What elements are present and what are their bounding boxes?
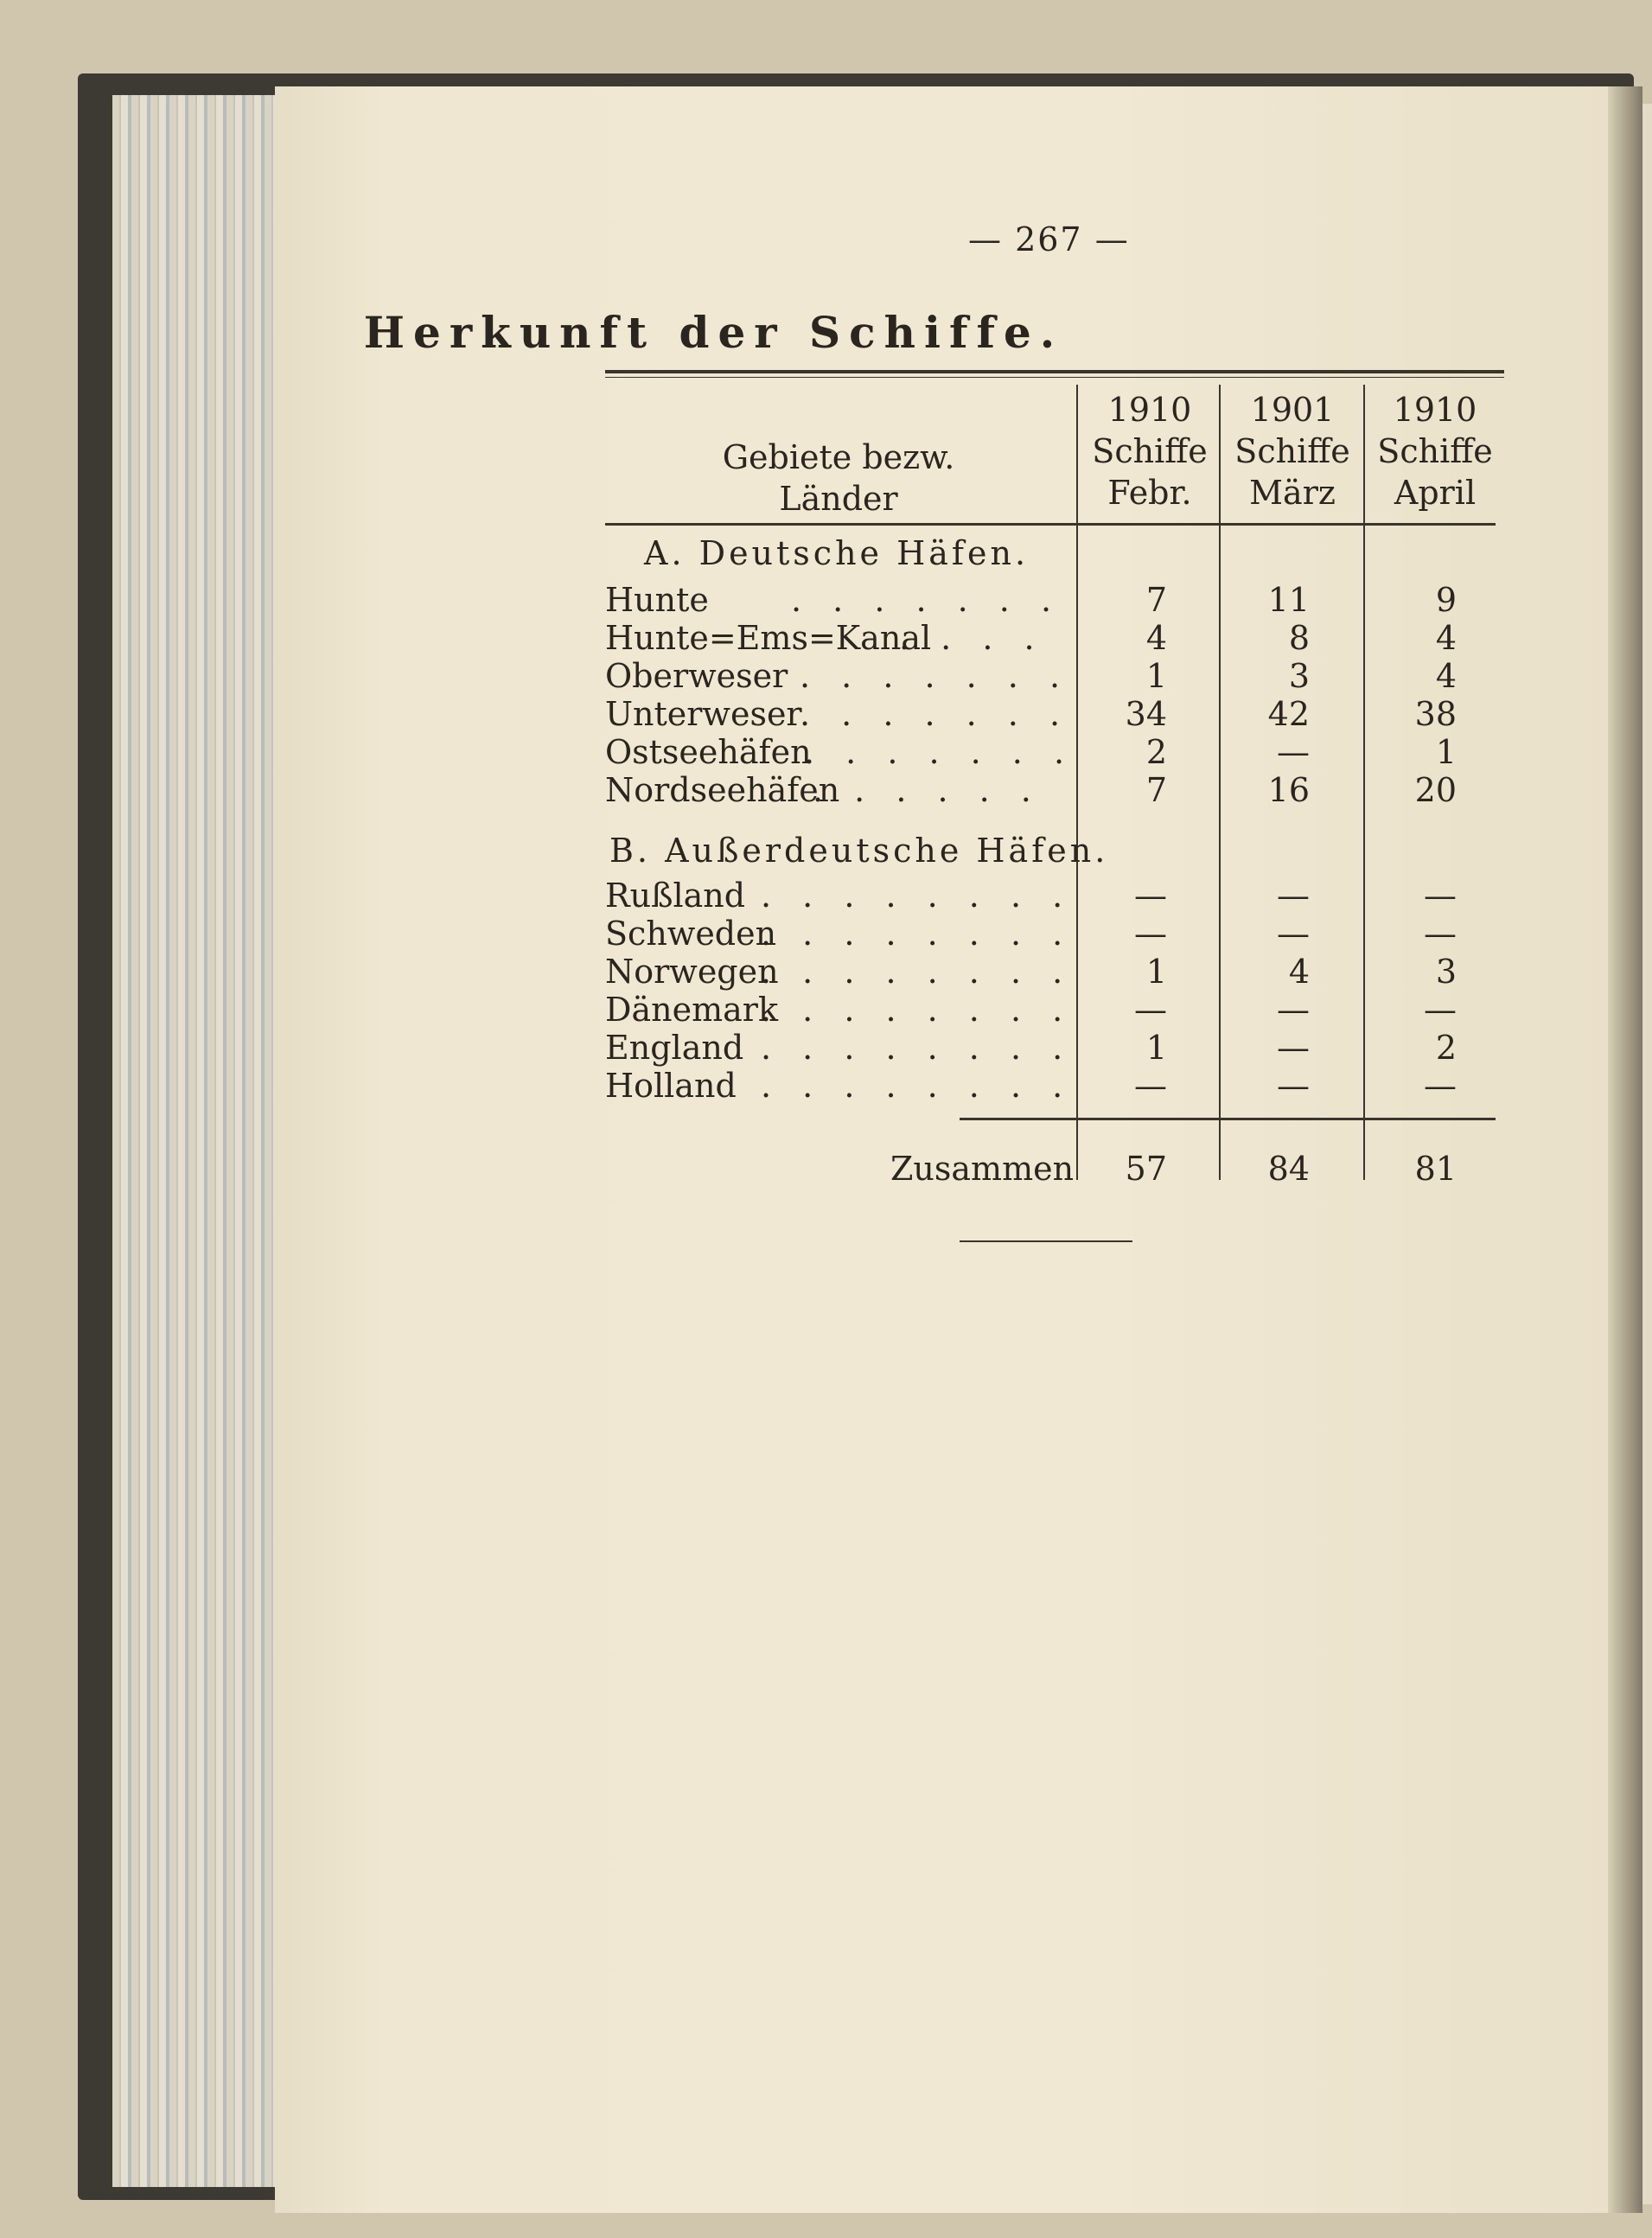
row-value: 9 [1435, 581, 1457, 619]
row-value: 20 [1414, 771, 1457, 809]
leader-dots: . . . . [899, 619, 1045, 657]
page-edges [112, 95, 277, 2187]
leader-dots: . . . . . . . [800, 657, 1071, 695]
row-value: 3 [1288, 657, 1310, 695]
row-value: — [1277, 915, 1310, 953]
top-rule [605, 370, 1504, 373]
row-value: — [1424, 1067, 1457, 1105]
header-rule [605, 523, 1496, 526]
row-label: Holland [605, 1067, 737, 1105]
row-label: England [605, 1029, 744, 1067]
row-label: Schweden [605, 915, 777, 953]
page-title: Herkunft der Schiffe. [363, 307, 1064, 358]
leader-dots: . . . . . . . [791, 581, 1062, 619]
row-value: 1 [1145, 657, 1167, 695]
row-value: — [1277, 733, 1310, 771]
leader-dots: . . . . . . . . [761, 1029, 1074, 1067]
leader-dots: . . . . . . . . [761, 991, 1074, 1029]
section-b-label: B. Außerdeutsche Häfen. [609, 832, 1109, 870]
leader-dots: . . . . . . . [800, 695, 1071, 733]
book-gutter [1608, 86, 1642, 2213]
row-value: — [1424, 877, 1457, 915]
row-label: Dänemark [605, 991, 778, 1029]
row-label: Nordseehäfen [605, 771, 840, 809]
row-value: — [1277, 877, 1310, 915]
leader-dots: . . . . . . . . [761, 953, 1074, 991]
row-value: 7 [1145, 581, 1167, 619]
total-value: 81 [1414, 1150, 1457, 1188]
row-label: Ostseehäfen [605, 733, 812, 771]
total-rule [960, 1118, 1496, 1120]
row-value: 2 [1435, 1029, 1457, 1067]
row-label: Unterweser [605, 695, 802, 733]
row-value: 11 [1267, 581, 1310, 619]
row-label: Oberweser [605, 657, 788, 695]
bottom-rule [960, 1240, 1132, 1242]
row-value: 3 [1435, 953, 1457, 991]
total-value: 84 [1267, 1150, 1310, 1188]
row-value: 1 [1435, 733, 1457, 771]
leader-dots: . . . . . . . . [761, 877, 1074, 915]
leader-dots: . . . . . . . . [761, 1067, 1074, 1105]
row-value: 4 [1435, 619, 1457, 657]
row-value: 8 [1288, 619, 1310, 657]
row-value: — [1134, 1067, 1167, 1105]
section-a-label: A. Deutsche Häfen. [644, 534, 1030, 572]
row-value: — [1134, 877, 1167, 915]
row-value: 4 [1288, 953, 1310, 991]
col3-header: 1910 Schiffe April [1377, 391, 1493, 512]
row-value: 4 [1435, 657, 1457, 695]
row-value: 2 [1145, 733, 1167, 771]
row-value: 1 [1145, 953, 1167, 991]
leader-dots: . . . . . . . . [761, 915, 1074, 953]
row-value: — [1424, 915, 1457, 953]
row-label: Norwegen [605, 953, 779, 991]
row-value: 7 [1145, 771, 1167, 809]
row-value: 16 [1267, 771, 1310, 809]
row-value: 1 [1145, 1029, 1167, 1067]
row-label: Hunte [605, 581, 709, 619]
row-value: 38 [1414, 695, 1457, 733]
row-value: 42 [1267, 695, 1310, 733]
row-value: — [1134, 991, 1167, 1029]
col1-header: 1910 Schiffe Febr. [1092, 391, 1208, 512]
row-value: 34 [1125, 695, 1167, 733]
leader-dots: . . . . . . [813, 771, 1042, 809]
row-value: — [1277, 1029, 1310, 1067]
row-value: — [1134, 915, 1167, 953]
leader-dots: . . . . . . . [804, 733, 1075, 771]
total-value: 57 [1125, 1150, 1167, 1188]
row-value: — [1424, 991, 1457, 1029]
row-label: Hunte=Ems=Kanal [605, 619, 932, 657]
row-value: — [1277, 991, 1310, 1029]
col2-header: 1901 Schiffe März [1234, 391, 1350, 512]
row-value: 4 [1145, 619, 1167, 657]
row-value: — [1277, 1067, 1310, 1105]
page-number: — 267 — [968, 220, 1130, 258]
region-column-header: Gebiete bezw. Länder [722, 438, 955, 518]
row-label: Rußland [605, 877, 746, 915]
top-rule-thin [605, 377, 1504, 378]
total-label: Zusammen [890, 1150, 1075, 1188]
